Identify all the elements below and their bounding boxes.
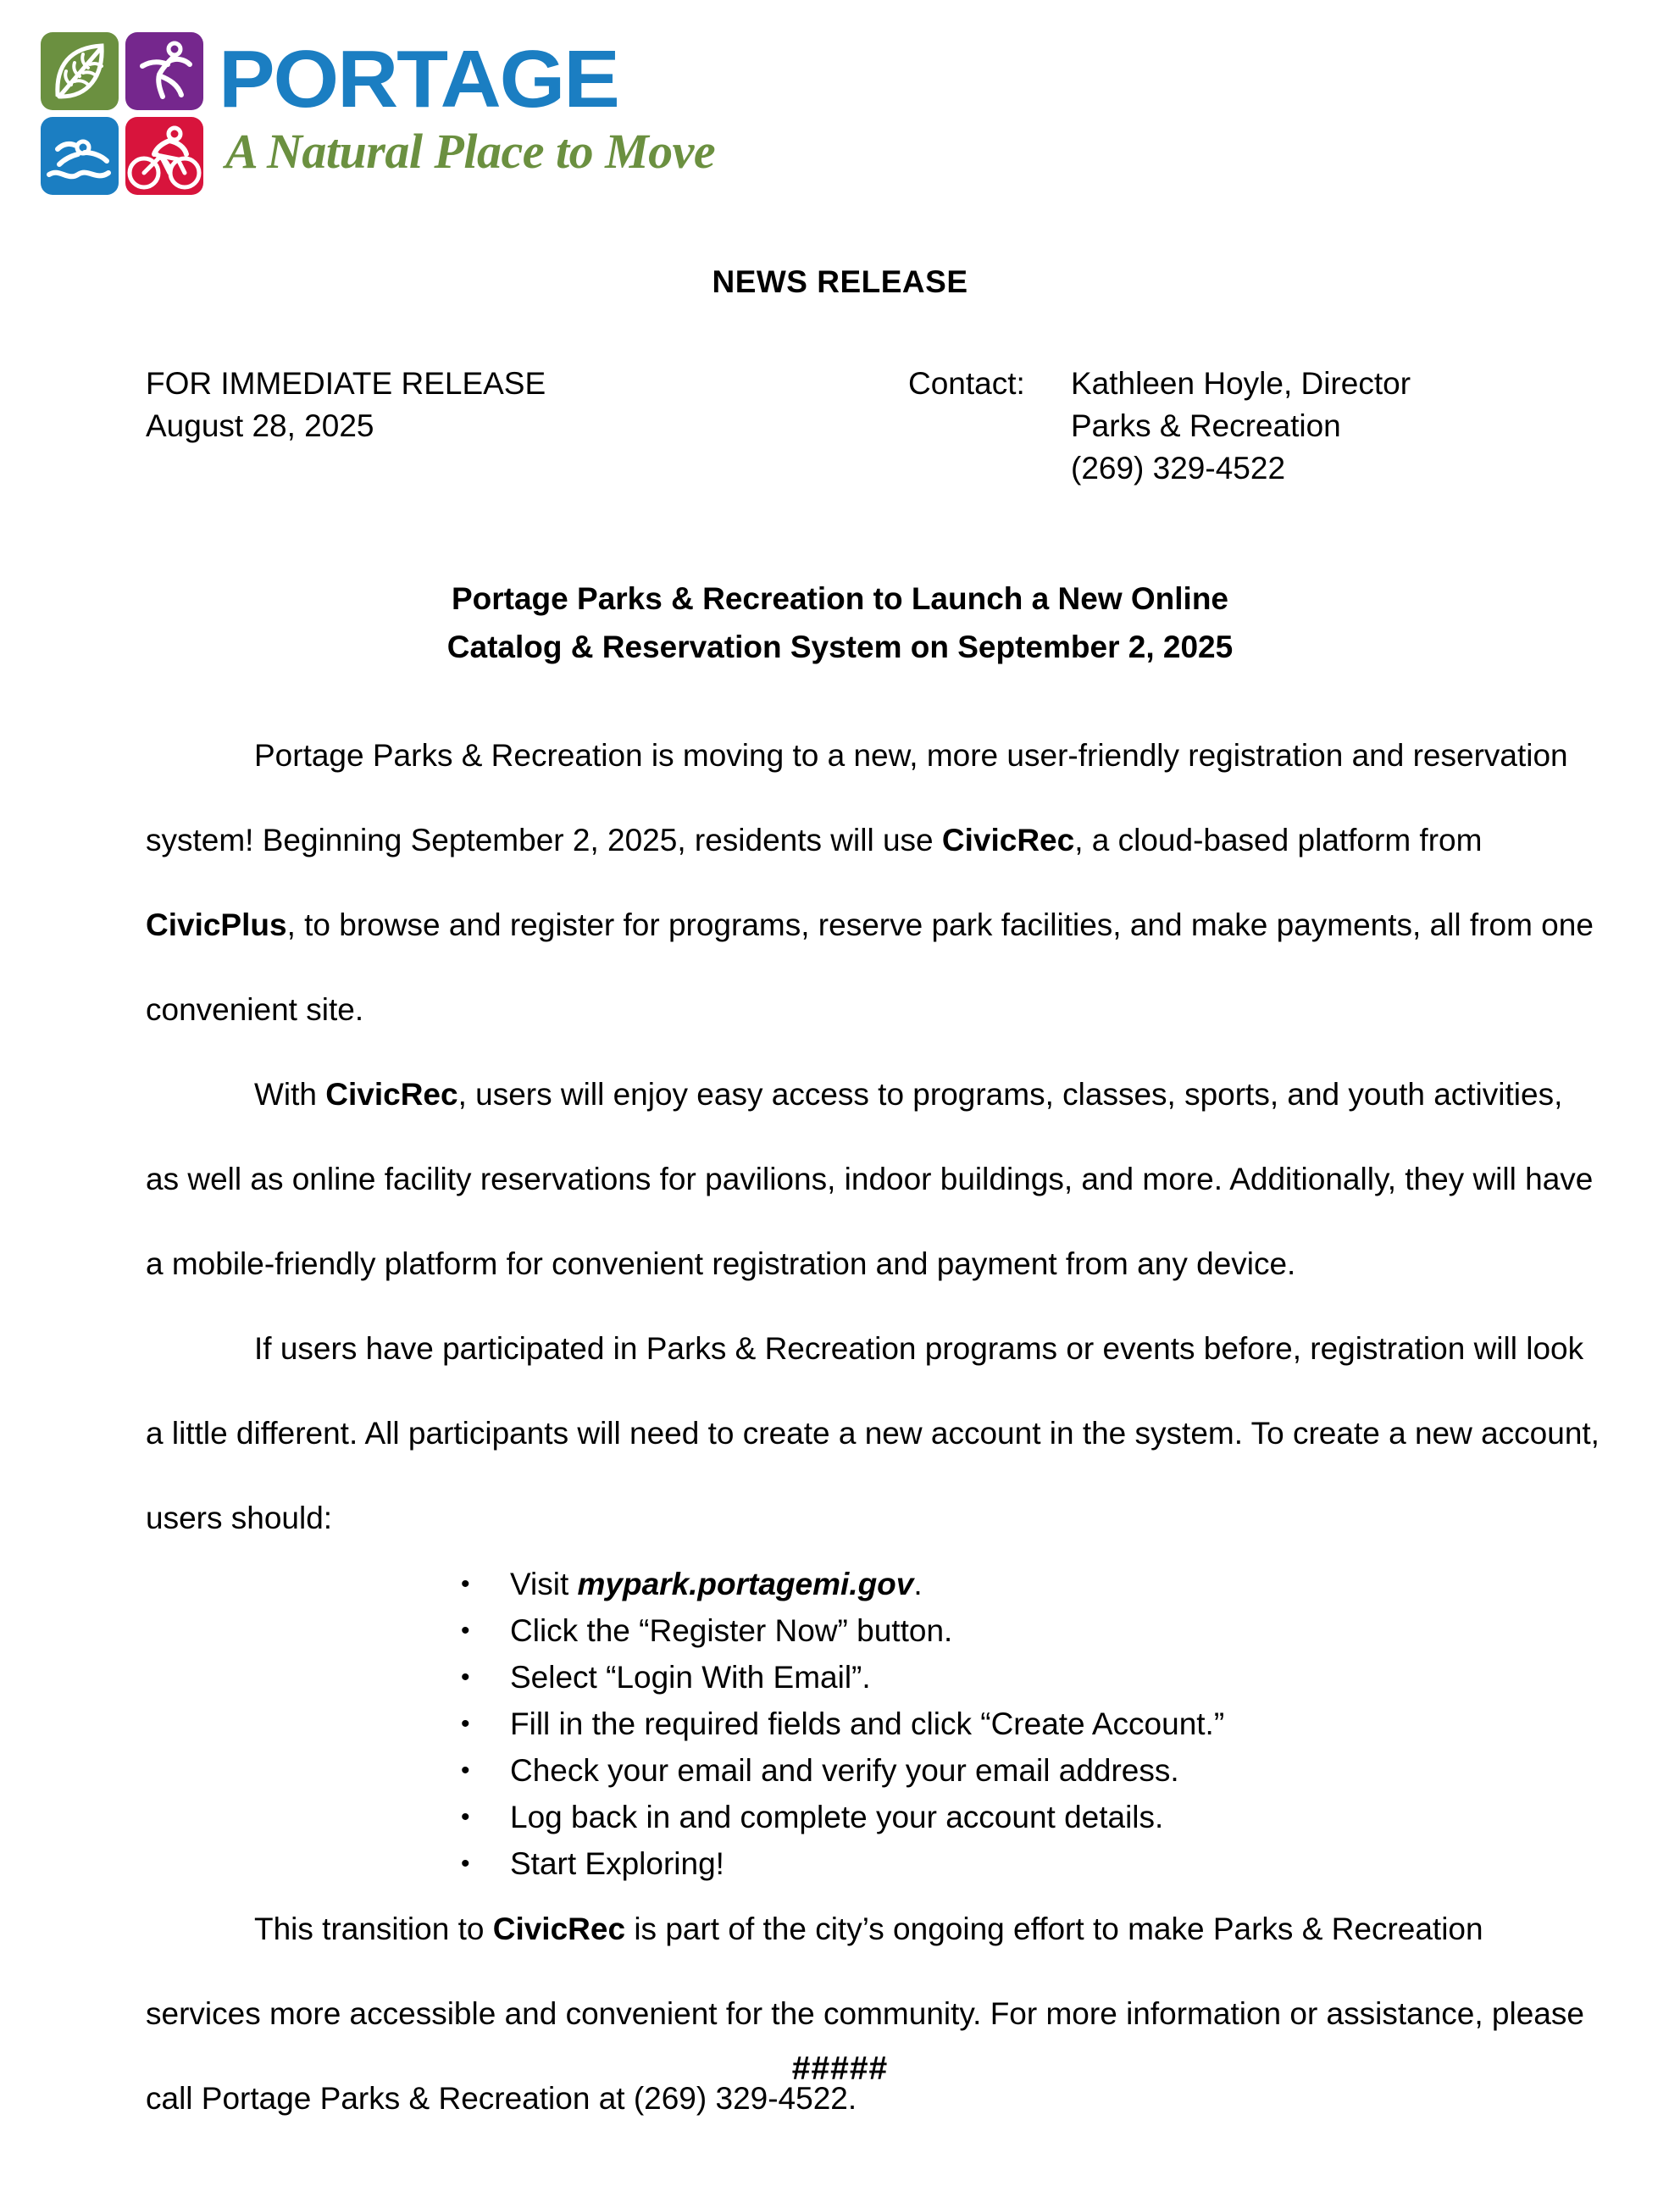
cyclist-icon <box>125 117 203 195</box>
p4-part-b: is part of the city’s ongoing effort to make Parks & Recreation services more accessible and convenient for the community. For more information or assistance, please call Portage Parks & Recreation at (269) 329-4522. <box>146 1912 1584 2116</box>
end-mark: ##### <box>791 2050 889 2087</box>
leaf-icon <box>41 32 119 110</box>
page-title: NEWS RELEASE <box>712 264 968 299</box>
logo-tagline: A Natural Place to Move <box>225 124 716 179</box>
step-emphasis-url: mypark.portagemi.gov <box>577 1567 914 1601</box>
p2-bold-civicrec: CivicRec <box>325 1077 458 1112</box>
contact-department: Parks & Recreation <box>1071 408 1341 443</box>
step-text: Fill in the required fields and click “Create Account.” <box>510 1706 1225 1741</box>
step-text: Visit <box>510 1567 578 1601</box>
paragraph-3 <box>146 1307 1603 1561</box>
release-status: FOR IMMEDIATE RELEASE <box>146 366 546 401</box>
list-item <box>146 1794 1603 1840</box>
spacer <box>146 447 908 490</box>
spacer <box>908 405 1071 447</box>
portage-logo <box>41 32 718 202</box>
release-meta <box>146 363 1586 490</box>
step-text: Select “Login With Email”. <box>510 1660 871 1695</box>
p1-part-b: , a cloud-based platform from <box>1074 823 1483 857</box>
headline-line-2: Catalog & Reservation System on September 2, 2025 <box>446 630 1234 664</box>
paragraph-1 <box>146 713 1603 1052</box>
paragraph-2 <box>146 1052 1603 1307</box>
p1-part-c: , to browse and register for programs, reserve park facilities, and make payments, all from one convenient site. <box>146 907 1594 1027</box>
p4-bold-civicrec: CivicRec <box>492 1912 626 1946</box>
paragraph-4 <box>146 1887 1603 2141</box>
p1-bold-civicrec: CivicRec <box>941 823 1075 857</box>
list-item <box>146 1654 1603 1701</box>
p1-part-a: Portage Parks & Recreation is moving to a new, more user-friendly registration and reservation system! Beginning September 2, 2025, residents will use <box>146 738 1568 857</box>
contact-name: Kathleen Hoyle, Director <box>1071 366 1411 401</box>
headline <box>0 574 1680 671</box>
meta-row <box>146 447 1586 490</box>
bullet-icon: • <box>461 1850 470 1878</box>
contact-phone: (269) 329-4522 <box>1071 451 1286 486</box>
runner-icon <box>125 32 203 110</box>
account-steps-list <box>146 1561 1603 1887</box>
headline-line-1: Portage Parks & Recreation to Launch a New Online <box>451 581 1228 616</box>
list-item <box>146 1561 1603 1607</box>
step-text: Log back in and complete your account details. <box>510 1800 1164 1834</box>
p4-part-a: This transition to <box>254 1912 493 1946</box>
logo-icon-tiles <box>41 32 206 197</box>
step-text: Click the “Register Now” button. <box>510 1613 953 1648</box>
p2-part-a: With <box>254 1077 326 1112</box>
step-text: Check your email and verify your email address. <box>510 1753 1179 1788</box>
list-item <box>146 1607 1603 1654</box>
contact-label: Contact: <box>908 366 1025 401</box>
release-date: August 28, 2025 <box>146 408 374 443</box>
bullet-icon: • <box>461 1617 470 1645</box>
step-text: Start Exploring! <box>510 1846 724 1881</box>
spacer <box>908 447 1071 490</box>
list-item <box>146 1840 1603 1887</box>
list-item <box>146 1747 1603 1794</box>
logo-wordmark: PORTAGE <box>219 34 618 125</box>
release-body <box>146 713 1603 2141</box>
bullet-icon: • <box>461 1663 470 1691</box>
p3-part-a: If users have participated in Parks & Recreation programs or events before, registration will look a little different. All participants will need to create a new account in the system. To create a new account, users should: <box>146 1331 1600 1535</box>
bullet-icon: • <box>461 1756 470 1784</box>
list-item <box>146 1701 1603 1747</box>
swimmer-icon <box>41 117 119 195</box>
p2-part-b: , users will enjoy easy access to programs, classes, sports, and youth activities, as well as online facility reservations for pavilions, indoor buildings, and more. Additionally, they will have a mobile-friendly platform for convenient registration and payment from any device. <box>146 1077 1594 1281</box>
bullet-icon: • <box>461 1570 470 1598</box>
meta-row <box>146 405 1586 447</box>
bullet-icon: • <box>461 1803 470 1831</box>
p1-bold-civicplus: CivicPlus <box>146 907 287 942</box>
meta-row <box>146 363 1586 405</box>
step-text-post: . <box>913 1567 923 1601</box>
bullet-icon: • <box>461 1710 470 1738</box>
